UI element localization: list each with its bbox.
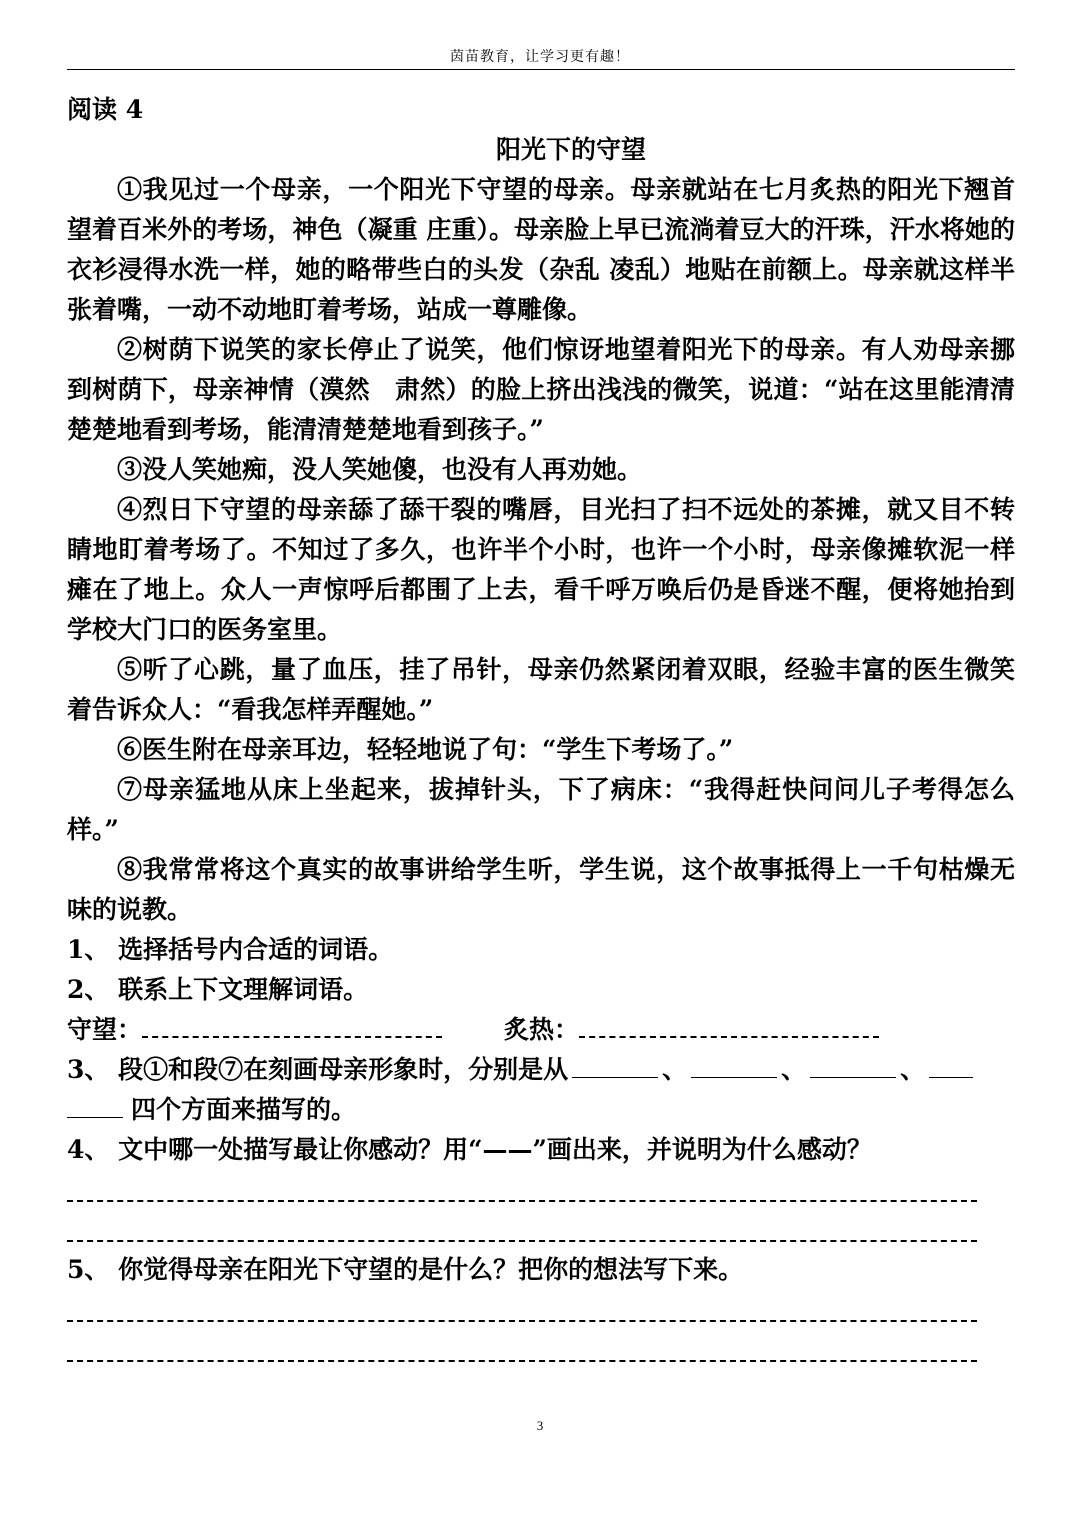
paragraph-5: ⑤听了心跳，量了血压，挂了吊针，母亲仍然紧闭着双眼，经验丰富的医生微笑着告诉众人：“看我怎样弄醒她。”: [67, 655, 1015, 724]
question-2-fill-row: [67, 1010, 1015, 1050]
answer-blank-zhire[interactable]: [579, 1016, 879, 1038]
question-3-continued: [67, 1090, 1015, 1130]
page-number: 3: [536, 1418, 544, 1433]
question-2: 2、 联系上下文理解词语。: [67, 975, 369, 1004]
question-3-text-end: 四个方面来描写的。: [131, 1095, 357, 1124]
answer-line-q4-1[interactable]: [67, 1170, 1015, 1210]
paragraph-2: ②树荫下说笑的家长停止了说笑，他们惊讶地望着阳光下的母亲。有人劝母亲挪到树荫下，母亲神情（漠然 肃然）的脸上挤出浅浅的微笑，说道：“站在这里能清清楚楚地看到考场，能清清楚楚地看到孩子。”: [67, 335, 1015, 444]
word-label-zhire: 炙热：: [504, 1015, 580, 1044]
article-title: 阳光下的守望: [495, 135, 646, 164]
answer-blank-shouwang[interactable]: [142, 1016, 442, 1038]
answer-line-q5-1[interactable]: [67, 1290, 1015, 1330]
answer-blank-q3-2[interactable]: [691, 1053, 777, 1078]
question-1: 1、 选择括号内合适的词语。: [67, 935, 394, 964]
question-3-text: 3、 段①和段⑦在刻画母亲形象时，分别是从: [67, 1055, 569, 1084]
document-body: [67, 90, 1015, 1370]
answer-line-q4-2[interactable]: [67, 1210, 1015, 1250]
page-header: 茵苗教育，让学习更有趣！: [450, 49, 630, 65]
paragraph-6: ⑥医生附在母亲耳边，轻轻地说了句：“学生下考场了。”: [117, 735, 734, 764]
paragraph-1: ①我见过一个母亲，一个阳光下守望的母亲。母亲就站在七月炙热的阳光下翘首望着百米外的考场，神色（凝重 庄重）。母亲脸上早已流淌着豆大的汗珠，汗水将她的衣衫浸得水洗一样，她的略带些白的头发（杂乱 凌乱）地贴在前额上。母亲就这样半张着嘴，一动不动地盯着考场，站成一尊雕像。: [67, 175, 1015, 324]
separator: 、: [662, 1055, 688, 1084]
question-5: 5、 你觉得母亲在阳光下守望的是什么？把你的想法写下来。: [67, 1255, 744, 1284]
answer-blank-q3-3[interactable]: [810, 1053, 896, 1078]
answer-blank-q3-4[interactable]: [929, 1053, 973, 1078]
question-4: 4、 文中哪一处描写最让你感动？用“——”画出来，并说明为什么感动？: [67, 1135, 872, 1164]
separator: 、: [781, 1055, 807, 1084]
separator: 、: [900, 1055, 926, 1084]
paragraph-3: ③没人笑她痴，没人笑她傻，也没有人再劝她。: [117, 455, 643, 484]
paragraph-4: ④烈日下守望的母亲舔了舔干裂的嘴唇，目光扫了扫不远处的茶摊，就又目不转睛地盯着考场了。不知过了多久，也许半个小时，也许一个小时，母亲像摊软泥一样瘫在了地上。众人一声惊呼后都围了上去，看千呼万唤后仍是昏迷不醒，便将她抬到学校大门口的医务室里。: [67, 495, 1015, 644]
header-divider: [67, 69, 1015, 70]
answer-line-q5-2[interactable]: [67, 1330, 1015, 1370]
word-label-shouwang: 守望：: [67, 1015, 143, 1044]
answer-blank-q3-1[interactable]: [572, 1053, 658, 1078]
question-3: [67, 1050, 1015, 1090]
section-label: 阅读 4: [67, 95, 144, 124]
answer-blank-q3-4-cont[interactable]: [67, 1093, 123, 1118]
paragraph-8: ⑧我常常将这个真实的故事讲给学生听，学生说，这个故事抵得上一千句枯燥无味的说教。: [67, 855, 1015, 924]
paragraph-7: ⑦母亲猛地从床上坐起来，拔掉针头，下了病床：“我得赶快问问儿子考得怎么样。”: [67, 775, 1015, 844]
